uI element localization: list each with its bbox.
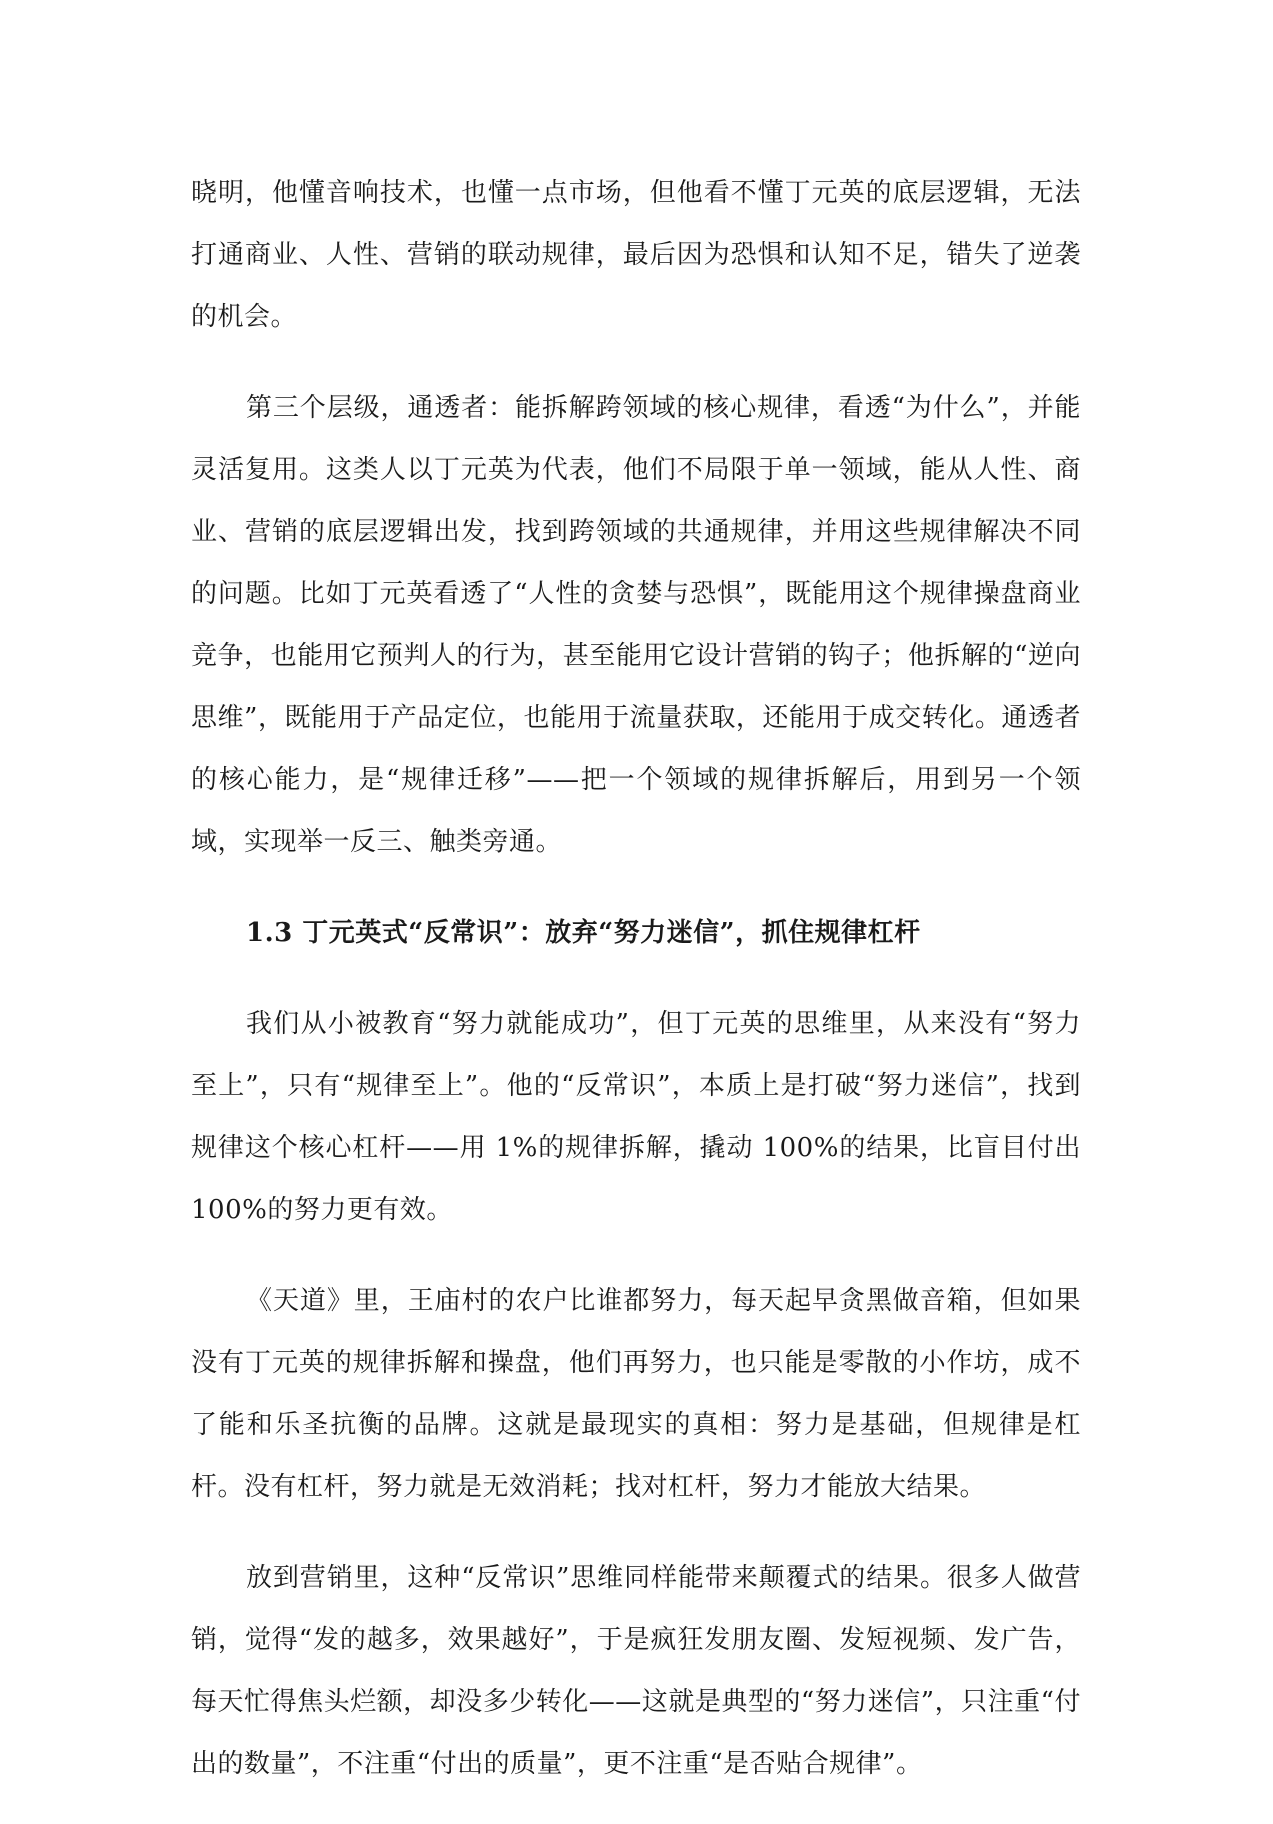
paragraph-third-level: 第三个层级，通透者：能拆解跨领域的核心规律，看透“为什么”，并能灵活复用。这类人以丁元英为代表，他们不局限于单一领域，能从人性、商业、营销的底层逻辑出发，找到跨领域的共通规律，并用这些规律解决不同的问题。比如丁元英看透了“人性的贪婪与恐惧”，既能用这个规律操盘商业竞争，也能用它预判人的行为，甚至能用它设计营销的钩子；他拆解的“逆向思维”，既能用于产品定位，也能用于流量获取，还能用于成交转化。通透者的核心能力，是“规律迁移”——把一个领域的规律拆解后，用到另一个领域，实现举一反三、触类旁通。 xyxy=(191,393,1081,857)
document-body xyxy=(191,162,1081,1824)
paragraph-marketing-example: 放到营销里，这种“反常识”思维同样能带来颠覆式的结果。很多人做营销，觉得“发的越多，效果越好”，于是疯狂发朋友圈、发短视频、发广告，每天忙得焦头烂额，却没多少转化——这就是典型的“努力迷信”，只注重“付出的数量”，不注重“付出的质量”，更不注重“是否贴合规律”。 xyxy=(191,1563,1081,1779)
paragraph-tiandao-example: 《天道》里，王庙村的农户比谁都努力，每天起早贪黑做音箱，但如果没有丁元英的规律拆解和操盘，他们再努力，也只能是零散的小作坊，成不了能和乐圣抗衡的品牌。这就是最现实的真相：努力是基础，但规律是杠杆。没有杠杆，努力就是无效消耗；找对杠杆，努力才能放大结果。 xyxy=(191,1286,1081,1502)
paragraph-continuation: 晓明，他懂音响技术，也懂一点市场，但他看不懂丁元英的底层逻辑，无法打通商业、人性、营销的联动规律，最后因为恐惧和认知不足，错失了逆袭的机会。 xyxy=(191,178,1081,332)
paragraph-effort-vs-rules: 我们从小被教育“努力就能成功”，但丁元英的思维里，从来没有“努力至上”，只有“规律至上”。他的“反常识”，本质上是打破“努力迷信”，找到规律这个核心杠杆——用 1%的规律拆解，撬动 100%的结果，比盲目付出 100%的努力更有效。 xyxy=(191,1009,1081,1225)
section-heading: 1.3 丁元英式“反常识”：放弃“努力迷信”，抓住规律杠杆 xyxy=(246,918,921,948)
